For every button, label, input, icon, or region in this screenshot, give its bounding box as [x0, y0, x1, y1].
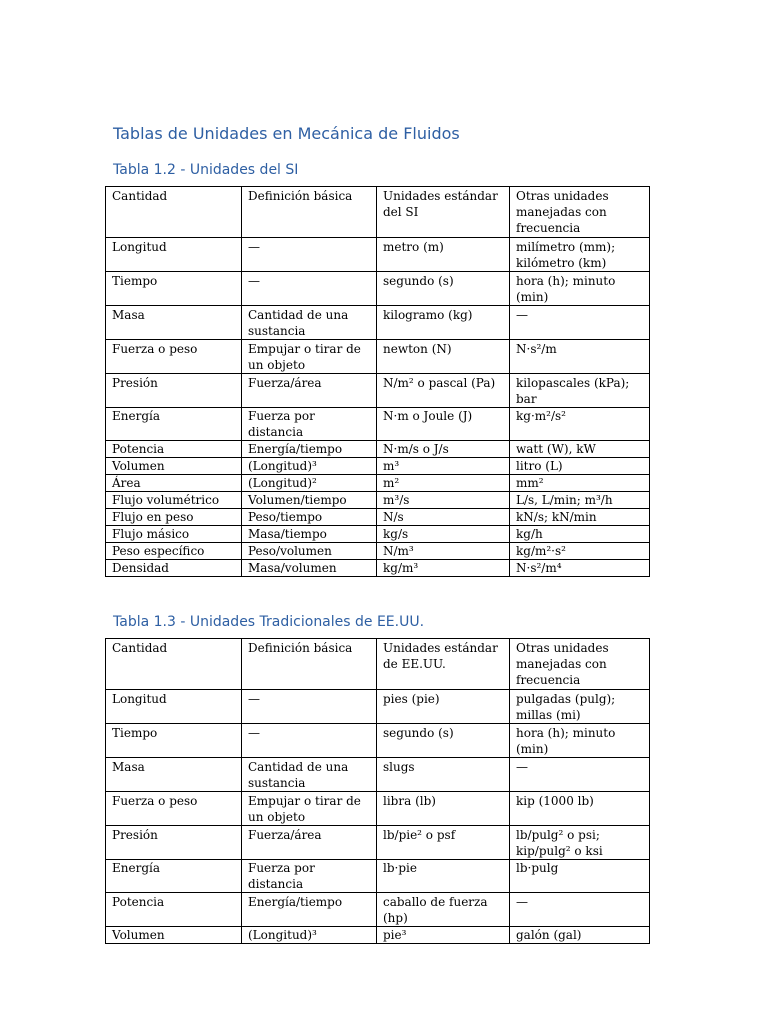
- cell-quantity: Energía: [106, 408, 242, 441]
- table-row: [106, 526, 650, 543]
- cell-standard-unit: m²: [377, 475, 510, 492]
- cell-standard-unit: lb·pie: [377, 860, 510, 893]
- table-row: [106, 306, 650, 340]
- cell-quantity: Masa: [106, 758, 242, 792]
- cell-other-units: kg/m²·s²: [510, 543, 650, 560]
- cell-standard-unit: libra (lb): [377, 792, 510, 826]
- cell-definition: (Longitud)²: [242, 475, 377, 492]
- header-other-units: Otras unidades manejadas con frecuencia: [510, 639, 650, 690]
- table-si-body: [106, 187, 650, 577]
- header-quantity: Cantidad: [106, 187, 242, 238]
- cell-definition: Masa/tiempo: [242, 526, 377, 543]
- table-row: [106, 272, 650, 306]
- cell-standard-unit: m³/s: [377, 492, 510, 509]
- table-row: [106, 724, 650, 758]
- cell-quantity: Área: [106, 475, 242, 492]
- table-row: [106, 340, 650, 374]
- table-row: [106, 374, 650, 408]
- cell-standard-unit: kg/m³: [377, 560, 510, 577]
- cell-other-units: lb/pulg² o psi; kip/pulg² o ksi: [510, 826, 650, 860]
- cell-definition: —: [242, 272, 377, 306]
- cell-other-units: —: [510, 306, 650, 340]
- cell-definition: Fuerza por distancia: [242, 860, 377, 893]
- cell-quantity: Potencia: [106, 441, 242, 458]
- table-row: [106, 238, 650, 272]
- cell-other-units: N·s²/m: [510, 340, 650, 374]
- cell-standard-unit: caballo de fuerza (hp): [377, 893, 510, 927]
- cell-standard-unit: newton (N): [377, 340, 510, 374]
- table-row: [106, 560, 650, 577]
- cell-quantity: Densidad: [106, 560, 242, 577]
- cell-definition: Cantidad de una sustancia: [242, 306, 377, 340]
- cell-other-units: hora (h); minuto (min): [510, 724, 650, 758]
- cell-definition: —: [242, 238, 377, 272]
- table-row: [106, 492, 650, 509]
- cell-quantity: Flujo másico: [106, 526, 242, 543]
- table-row: [106, 543, 650, 560]
- cell-quantity: Presión: [106, 374, 242, 408]
- cell-other-units: —: [510, 758, 650, 792]
- cell-definition: Masa/volumen: [242, 560, 377, 577]
- cell-definition: Empujar o tirar de un objeto: [242, 792, 377, 826]
- cell-standard-unit: N·m/s o J/s: [377, 441, 510, 458]
- cell-definition: Peso/volumen: [242, 543, 377, 560]
- cell-other-units: hora (h); minuto (min): [510, 272, 650, 306]
- table-row: [106, 475, 650, 492]
- cell-standard-unit: segundo (s): [377, 724, 510, 758]
- cell-standard-unit: N/m³: [377, 543, 510, 560]
- cell-other-units: kg·m²/s²: [510, 408, 650, 441]
- cell-definition: Volumen/tiempo: [242, 492, 377, 509]
- cell-definition: (Longitud)³: [242, 458, 377, 475]
- table-us-title: Tabla 1.3 - Unidades Tradicionales de EE.UU.: [113, 614, 425, 630]
- cell-quantity: Energía: [106, 860, 242, 893]
- cell-other-units: kg/h: [510, 526, 650, 543]
- cell-standard-unit: kg/s: [377, 526, 510, 543]
- table-row: [106, 927, 650, 944]
- cell-other-units: galón (gal): [510, 927, 650, 944]
- cell-standard-unit: segundo (s): [377, 272, 510, 306]
- cell-definition: Energía/tiempo: [242, 441, 377, 458]
- header-quantity: Cantidad: [106, 639, 242, 690]
- cell-standard-unit: metro (m): [377, 238, 510, 272]
- cell-quantity: Tiempo: [106, 724, 242, 758]
- cell-quantity: Longitud: [106, 690, 242, 724]
- table-us-body: [106, 639, 650, 944]
- cell-quantity: Masa: [106, 306, 242, 340]
- cell-definition: Peso/tiempo: [242, 509, 377, 526]
- header-standard-unit: Unidades estándar de EE.UU.: [377, 639, 510, 690]
- cell-other-units: —: [510, 893, 650, 927]
- cell-definition: Fuerza por distancia: [242, 408, 377, 441]
- header-standard-unit: Unidades estándar del SI: [377, 187, 510, 238]
- cell-quantity: Volumen: [106, 458, 242, 475]
- cell-standard-unit: N/m² o pascal (Pa): [377, 374, 510, 408]
- table-header-row: [106, 639, 650, 690]
- cell-definition: Fuerza/área: [242, 374, 377, 408]
- cell-definition: Energía/tiempo: [242, 893, 377, 927]
- cell-definition: —: [242, 724, 377, 758]
- header-definition: Definición básica: [242, 187, 377, 238]
- cell-quantity: Potencia: [106, 893, 242, 927]
- header-definition: Definición básica: [242, 639, 377, 690]
- page-title: Tablas de Unidades en Mecánica de Fluidos: [113, 124, 460, 143]
- cell-other-units: pulgadas (pulg); millas (mi): [510, 690, 650, 724]
- cell-standard-unit: m³: [377, 458, 510, 475]
- table-header-row: [106, 187, 650, 238]
- cell-other-units: L/s, L/min; m³/h: [510, 492, 650, 509]
- cell-standard-unit: pies (pie): [377, 690, 510, 724]
- cell-other-units: kilopascales (kPa); bar: [510, 374, 650, 408]
- cell-standard-unit: pie³: [377, 927, 510, 944]
- table-row: [106, 826, 650, 860]
- cell-definition: —: [242, 690, 377, 724]
- table-row: [106, 893, 650, 927]
- table-row: [106, 408, 650, 441]
- cell-quantity: Volumen: [106, 927, 242, 944]
- table-row: [106, 860, 650, 893]
- cell-other-units: mm²: [510, 475, 650, 492]
- cell-standard-unit: lb/pie² o psf: [377, 826, 510, 860]
- table-row: [106, 758, 650, 792]
- cell-standard-unit: N/s: [377, 509, 510, 526]
- table-row: [106, 792, 650, 826]
- cell-quantity: Flujo en peso: [106, 509, 242, 526]
- cell-quantity: Tiempo: [106, 272, 242, 306]
- cell-quantity: Peso específico: [106, 543, 242, 560]
- cell-definition: (Longitud)³: [242, 927, 377, 944]
- header-other-units: Otras unidades manejadas con frecuencia: [510, 187, 650, 238]
- cell-standard-unit: slugs: [377, 758, 510, 792]
- cell-definition: Cantidad de una sustancia: [242, 758, 377, 792]
- cell-quantity: Flujo volumétrico: [106, 492, 242, 509]
- cell-other-units: milímetro (mm); kilómetro (km): [510, 238, 650, 272]
- cell-definition: Empujar o tirar de un objeto: [242, 340, 377, 374]
- table-us: [105, 638, 650, 944]
- cell-quantity: Fuerza o peso: [106, 792, 242, 826]
- cell-other-units: kip (1000 lb): [510, 792, 650, 826]
- table-row: [106, 458, 650, 475]
- cell-other-units: kN/s; kN/min: [510, 509, 650, 526]
- cell-quantity: Longitud: [106, 238, 242, 272]
- table-row: [106, 441, 650, 458]
- cell-other-units: lb·pulg: [510, 860, 650, 893]
- cell-standard-unit: N·m o Joule (J): [377, 408, 510, 441]
- cell-definition: Fuerza/área: [242, 826, 377, 860]
- cell-other-units: N·s²/m⁴: [510, 560, 650, 577]
- table-row: [106, 690, 650, 724]
- table-row: [106, 509, 650, 526]
- cell-standard-unit: kilogramo (kg): [377, 306, 510, 340]
- cell-other-units: watt (W), kW: [510, 441, 650, 458]
- cell-other-units: litro (L): [510, 458, 650, 475]
- cell-quantity: Presión: [106, 826, 242, 860]
- table-si: [105, 186, 650, 577]
- cell-quantity: Fuerza o peso: [106, 340, 242, 374]
- table-si-title: Tabla 1.2 - Unidades del SI: [113, 162, 299, 178]
